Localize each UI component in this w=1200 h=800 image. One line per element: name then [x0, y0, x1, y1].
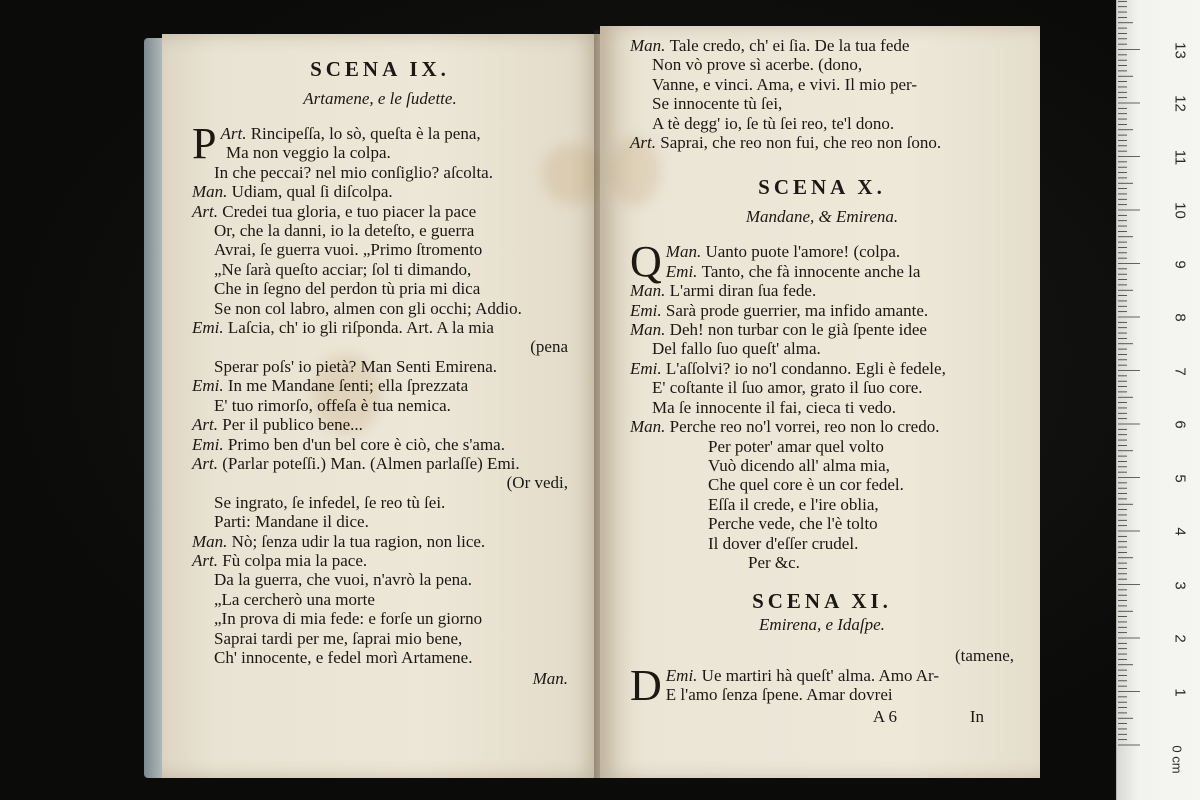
- verse-line: [192, 279, 568, 298]
- ruler-number: 10: [1171, 202, 1189, 219]
- verse-text: „In prova di mia fede: e forſe un giorno: [214, 609, 483, 629]
- speaker-label: Emi.: [192, 318, 228, 338]
- verse-line: [192, 473, 568, 492]
- verse-block: [630, 237, 1014, 572]
- verse-line: [630, 685, 1014, 704]
- speaker-label: Emi.: [192, 434, 228, 454]
- verse-line: [192, 357, 568, 376]
- verse-text: Perche reo no'l vorrei, reo non lo credo.: [669, 417, 940, 437]
- verse-line: [630, 398, 1014, 417]
- ruler-unit: 0 cm: [1169, 745, 1185, 774]
- verse-line: [630, 133, 1014, 152]
- verse-line: [192, 163, 568, 182]
- verse-text: (Parlar poteſſi.) Man. (Almen parlaſſe) Emi.: [222, 453, 520, 473]
- verse-text: Laſcia, ch' io gli riſponda. Art. A la mia: [227, 318, 494, 338]
- verse-line: [192, 299, 568, 318]
- speaker-label: Art.: [192, 453, 223, 473]
- speaker-label: Man.: [630, 417, 670, 437]
- verse-text: Saprai, che reo non fui, che reo non ſono.: [660, 133, 942, 153]
- verse-block: [630, 646, 1014, 710]
- verse-line: [192, 493, 568, 512]
- page-footer: [630, 707, 1014, 727]
- verse-text: Nò; ſenza udir la tua ragion, non lice.: [231, 531, 486, 551]
- ruler-number: 11: [1171, 149, 1189, 165]
- verse-text: Ch' innocente, e fedel morì Artamene.: [214, 647, 473, 667]
- verse-line: [192, 454, 568, 473]
- ruler-number: 13: [1171, 41, 1189, 59]
- verse-text: Udiam, qual ſi diſcolpa.: [231, 182, 393, 202]
- verse-text: In che peccai? nel mio conſiglio? aſcolta.: [214, 162, 493, 182]
- speaker-label: Art.: [220, 124, 251, 143]
- verse-line: [192, 260, 568, 279]
- verse-line: [192, 240, 568, 259]
- drop-cap: Q: [630, 237, 662, 287]
- verse-text: Ue martiri hà queſt' alma. Amo Ar-: [701, 665, 940, 685]
- verse-block: [630, 36, 1014, 152]
- verse-line: [630, 320, 1014, 339]
- verse-line: [630, 281, 1014, 300]
- verse-text: A tè degg' io, ſe tù ſei reo, te'l dono.: [652, 113, 895, 133]
- verse-text: Se ingrato, ſe infedel, ſe reo tù ſei.: [214, 492, 446, 512]
- verse-line: [192, 396, 568, 415]
- signature-mark: A 6: [872, 706, 897, 726]
- verse-text: „La cercherò una morte: [214, 589, 375, 609]
- verse-line: [630, 646, 1014, 665]
- drop-cap: D: [630, 660, 662, 710]
- verse-text: Che in ſegno del perdon tù pria mi dica: [214, 279, 481, 299]
- verse-text: Il dover d'eſſer crudel.: [708, 533, 859, 553]
- speaker-label: Art.: [192, 415, 223, 435]
- scene-persons: Mandane, & Emirena.: [745, 207, 899, 227]
- ruler-number: 12: [1171, 95, 1189, 112]
- ruler-number: 6: [1171, 420, 1189, 429]
- verse-text: Saprai tardi per me, ſaprai mio bene,: [214, 628, 463, 648]
- verse-line: [192, 182, 568, 201]
- verse-text: E' coſtante il ſuo amor, grato il ſuo core.: [652, 378, 923, 398]
- verse-line: [630, 55, 1014, 74]
- speaker-label: Man.: [630, 320, 670, 340]
- verse-text: Fù colpa mia la pace.: [222, 550, 368, 570]
- verse-line: [630, 534, 1014, 553]
- verse-text: Vuò dicendo all' alma mia,: [708, 455, 890, 475]
- verse-text: L'aſſolvi? io no'l condanno. Egli è fedele,: [665, 358, 946, 378]
- verse-text: E' tuo rimorſo, offeſa è tua nemica.: [214, 395, 451, 415]
- verse-line: [192, 570, 568, 589]
- verse-line: [630, 36, 1014, 55]
- verse-line: [630, 339, 1014, 358]
- speaker-label: Art.: [192, 550, 223, 570]
- speaker-label: Art.: [630, 133, 661, 153]
- verse-text: Ma non veggio la colpa.: [226, 143, 391, 163]
- ruler-number: 1: [1171, 687, 1189, 697]
- speaker-label: Man.: [630, 281, 670, 301]
- verse-line: [192, 221, 568, 240]
- right-page: [600, 26, 1040, 778]
- verse-text: Parti: Mandane il dice.: [214, 512, 369, 532]
- ruler-ticks: [1118, 0, 1148, 800]
- verse-text: „Ne ſarà queſto acciar; ſol ti dimando,: [214, 259, 472, 279]
- verse-text: Tanto, che fà innocente anche la: [701, 261, 921, 281]
- scene-title: SCENA XI.: [752, 589, 892, 614]
- scene-persons: Emirena, e Idaſpe.: [759, 615, 885, 635]
- verse-line: [630, 495, 1014, 514]
- verse-text: L'armi diran ſua fede.: [669, 281, 817, 301]
- verse-text: Che quel core è un cor fedel.: [708, 475, 904, 495]
- catchword: In: [969, 706, 984, 726]
- scene-title: SCENA X.: [758, 175, 886, 200]
- speaker-label: Emi.: [630, 358, 666, 378]
- verse-text: Rincipeſſa, lo sò, queſta è la pena,: [250, 124, 481, 143]
- verse-line: [630, 114, 1014, 133]
- verse-text: Eſſa il crede, e l'ire oblia,: [708, 494, 879, 514]
- verse-text: In me Mandane ſenti; ella ſprezzata: [227, 376, 469, 396]
- verse-line: [192, 532, 568, 551]
- verse-line: [192, 415, 568, 434]
- verse-line: [630, 262, 1014, 281]
- verse-text: Avrai, ſe guerra vuoi. „Primo ſtromento: [214, 240, 483, 260]
- verse-text: (pena: [530, 337, 568, 357]
- verse-line: [192, 435, 568, 454]
- scene-persons: Artamene, e le ſudette.: [303, 89, 457, 108]
- verse-line: [630, 378, 1014, 397]
- verse-line: [192, 202, 568, 221]
- verse-text: Or, che la danni, io la deteſto, e guerra: [214, 221, 475, 241]
- verse-line: [192, 143, 568, 162]
- verse-line: [192, 551, 568, 570]
- verse-text: Per il publico bene...: [222, 415, 363, 435]
- speaker-label: Man.: [192, 182, 232, 202]
- speaker-label: Emi.: [665, 261, 702, 281]
- verse-text: Se innocente tù ſei,: [652, 94, 783, 114]
- speaker-label: Emi.: [665, 665, 702, 685]
- catchword: Man.: [532, 669, 568, 689]
- verse-line: [630, 553, 1014, 572]
- verse-text: Ma ſe innocente il fai, cieca ti vedo.: [652, 397, 897, 417]
- verse-text: Da la guerra, che vuoi, n'avrò la pena.: [214, 570, 472, 590]
- verse-text: Primo ben d'un bel core è ciò, che s'ama.: [227, 434, 505, 454]
- verse-line: [192, 376, 568, 395]
- ruler-number: 9: [1171, 259, 1189, 269]
- speaker-label: Man.: [630, 36, 670, 55]
- ruler-number: 8: [1171, 313, 1189, 322]
- verse-text: (tamene,: [955, 646, 1014, 666]
- speaker-label: Art.: [192, 201, 223, 221]
- verse-text: Deh! non turbar con le già ſpente idee: [669, 320, 927, 340]
- verse-line: [192, 609, 568, 628]
- verse-line: [630, 301, 1014, 320]
- verse-text: Non vò prove sì acerbe. (dono,: [652, 55, 863, 75]
- verse-text: Credei tua gloria, e tuo piacer la pace: [222, 201, 477, 221]
- verse-line: [192, 648, 568, 667]
- ruler-number: 3: [1171, 580, 1189, 590]
- drop-cap: P: [192, 119, 217, 168]
- verse-text: Del fallo ſuo queſt' alma.: [652, 339, 821, 359]
- speaker-label: Man.: [665, 242, 706, 262]
- verse-line: [630, 456, 1014, 475]
- verse-text: Per &c.: [748, 552, 800, 572]
- verse-text: E l'amo ſenza ſpene. Amar dovrei: [665, 685, 893, 705]
- verse-line: [630, 417, 1014, 436]
- verse-text: Sperar poſs' io pietà? Man Senti Emirena.: [214, 356, 498, 376]
- verse-line: [630, 475, 1014, 494]
- measuring-ruler: [1116, 0, 1200, 800]
- verse-line: [630, 437, 1014, 456]
- verse-line: [192, 337, 568, 356]
- verse-line: [192, 318, 568, 337]
- ruler-number: 4: [1171, 527, 1189, 536]
- verse-text: Perche vede, che l'è tolto: [708, 514, 878, 534]
- speaker-label: Emi.: [630, 300, 666, 320]
- ruler-number: 7: [1171, 366, 1189, 376]
- speaker-label: Man.: [192, 531, 232, 551]
- verse-line: [630, 359, 1014, 378]
- ruler-number: 5: [1171, 473, 1189, 483]
- verse-text: Sarà prode guerrier, ma infido amante.: [665, 300, 929, 320]
- verse-line: [630, 514, 1014, 533]
- verse-line: [192, 590, 568, 609]
- verse-text: (Or vedi,: [506, 473, 568, 493]
- verse-text: Per poter' amar quel volto: [708, 436, 884, 456]
- verse-line: [630, 75, 1014, 94]
- verse-line: [630, 94, 1014, 113]
- ruler-number: 2: [1171, 634, 1189, 643]
- verse-line: [192, 629, 568, 648]
- scene-title: SCENA IX.: [310, 57, 450, 81]
- verse-text: Uanto puote l'amore! (colpa.: [705, 242, 901, 262]
- left-page: [162, 34, 600, 778]
- verse-text: Tale credo, ch' ei ſia. De la tua fede: [669, 36, 910, 55]
- verse-text: Vanne, e vinci. Ama, e vivi. Il mio per-: [652, 74, 917, 94]
- verse-line: [192, 512, 568, 531]
- verse-block: [192, 119, 568, 667]
- speaker-label: Emi.: [192, 376, 228, 396]
- verse-text: Se non col labro, almen con gli occhi; Addio.: [214, 298, 522, 318]
